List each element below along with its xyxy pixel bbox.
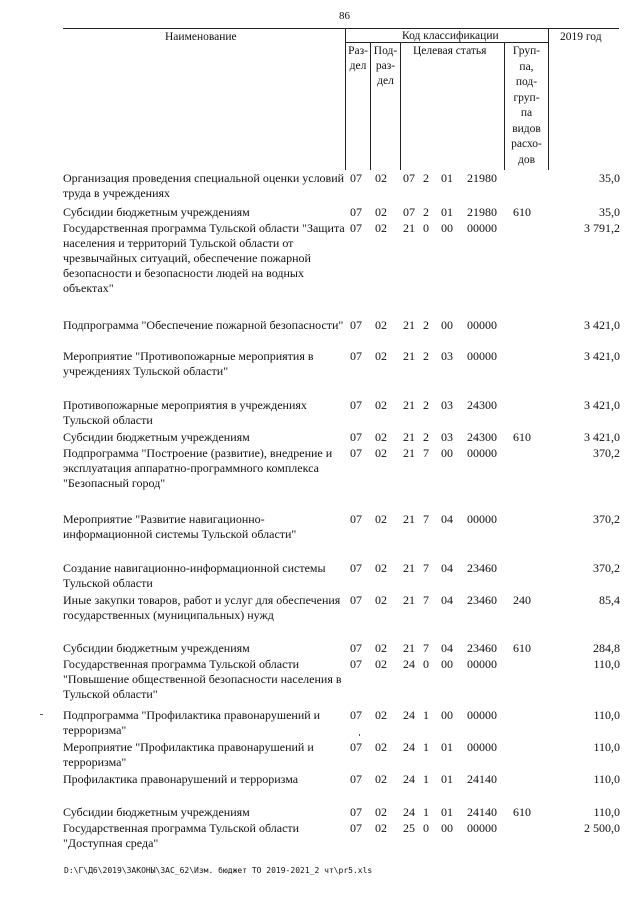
margin-mark (359, 734, 360, 736)
row-name: Мероприятие "Профилактика правонарушений и терроризма" (63, 740, 314, 769)
subsection-code: 02 (375, 430, 387, 444)
section-code: 07 (350, 772, 362, 786)
program-code: 21 (403, 430, 415, 444)
subsection-code: 02 (375, 349, 387, 363)
subprogram-code: 2 (423, 430, 429, 444)
row-name: Мероприятие "Противопожарные мероприятия в учреждениях Тульской области" (63, 349, 314, 378)
row-name: Организация проведения специальной оценки условий труда в учреждениях (63, 171, 345, 200)
header-col-border-group (548, 28, 549, 170)
amount-2019: 3 791,2 (584, 221, 620, 235)
program-code: 07 (403, 205, 415, 219)
row-name: Субсидии бюджетным учреждениям (63, 430, 250, 444)
row-name: Подпрограмма "Построение (развитие), внедрение и эксплуатация аппаратно-программного комплекса "Безопасный город" (63, 446, 333, 490)
header-classification: Код классификации (402, 30, 499, 42)
subsection-code: 02 (375, 512, 387, 526)
section-code: 07 (350, 805, 362, 819)
amount-2019: 35,0 (599, 205, 620, 219)
section-code: 07 (350, 318, 362, 332)
amount-2019: 2 500,0 (584, 821, 620, 835)
direction-code: 24140 (467, 805, 497, 819)
direction-code: 00000 (467, 708, 497, 722)
program-code: 21 (403, 561, 415, 575)
subsection-code: 02 (375, 446, 387, 460)
subprogram-code: 2 (423, 398, 429, 412)
section-code: 07 (350, 446, 362, 460)
section-code: 07 (350, 821, 362, 835)
row-name: Субсидии бюджетным учреждениям (63, 641, 250, 655)
program-code: 21 (403, 221, 415, 235)
subprogram-code: 2 (423, 171, 429, 185)
program-code: 07 (403, 171, 415, 185)
measure-code: 04 (441, 593, 453, 607)
program-code: 25 (403, 821, 415, 835)
subprogram-code: 0 (423, 821, 429, 835)
amount-2019: 3 421,0 (584, 430, 620, 444)
direction-code: 00000 (467, 740, 497, 754)
margin-mark (40, 714, 43, 715)
measure-code: 03 (441, 430, 453, 444)
section-code: 07 (350, 593, 362, 607)
section-code: 07 (350, 349, 362, 363)
section-code: 07 (350, 398, 362, 412)
section-code: 07 (350, 657, 362, 671)
row-name: Государственная программа Тульской области "Повышение общественной безопасности населения в Тульской области" (63, 657, 342, 701)
subprogram-code: 7 (423, 446, 429, 460)
measure-code: 01 (441, 205, 453, 219)
subsection-code: 02 (375, 821, 387, 835)
subsection-code: 02 (375, 740, 387, 754)
measure-code: 01 (441, 805, 453, 819)
measure-code: 01 (441, 740, 453, 754)
amount-2019: 3 421,0 (584, 398, 620, 412)
program-code: 21 (403, 349, 415, 363)
row-name: Субсидии бюджетным учреждениям (63, 205, 250, 219)
section-code: 07 (350, 430, 362, 444)
subprogram-code: 0 (423, 657, 429, 671)
section-code: 07 (350, 205, 362, 219)
subsection-code: 02 (375, 171, 387, 185)
measure-code: 04 (441, 641, 453, 655)
measure-code: 00 (441, 657, 453, 671)
page-number: 86 (339, 10, 350, 22)
measure-code: 01 (441, 772, 453, 786)
expense-group-code: 610 (513, 641, 531, 655)
direction-code: 00000 (467, 318, 497, 332)
amount-2019: 370,2 (593, 512, 620, 526)
direction-code: 21980 (467, 205, 497, 219)
program-code: 21 (403, 398, 415, 412)
row-name: Государственная программа Тульской области "Доступная среда" (63, 821, 300, 850)
header-col-border-subsection (400, 42, 401, 170)
measure-code: 00 (441, 221, 453, 235)
expense-group-code: 610 (513, 430, 531, 444)
amount-2019: 110,0 (593, 772, 620, 786)
subprogram-code: 7 (423, 512, 429, 526)
direction-code: 24300 (467, 430, 497, 444)
subprogram-code: 2 (423, 349, 429, 363)
subprogram-code: 0 (423, 221, 429, 235)
amount-2019: 35,0 (599, 171, 620, 185)
row-name: Субсидии бюджетным учреждениям (63, 805, 250, 819)
program-code: 21 (403, 512, 415, 526)
program-code: 21 (403, 641, 415, 655)
program-code: 24 (403, 772, 415, 786)
file-path-footer: D:\Г\Д6\2019\ЗАКОНЫ\ЗАС_62\Изм. бюджет ТО 2019-2021_2 чт\pr5.xls (64, 866, 373, 875)
subsection-code: 02 (375, 221, 387, 235)
row-name: Мероприятие "Развитие навигационно-информационной системы Тульской области" (63, 512, 297, 541)
subprogram-code: 1 (423, 772, 429, 786)
direction-code: 21980 (467, 171, 497, 185)
measure-code: 03 (441, 398, 453, 412)
measure-code: 00 (441, 318, 453, 332)
row-name: Создание навигационно-информационной системы Тульской области (63, 561, 326, 590)
measure-code: 04 (441, 561, 453, 575)
direction-code: 23460 (467, 593, 497, 607)
subprogram-code: 1 (423, 708, 429, 722)
header-year: 2019 год (560, 31, 602, 43)
header-top-border (63, 28, 619, 29)
subsection-code: 02 (375, 708, 387, 722)
header-subsection: Под- раз- дел (373, 45, 398, 87)
section-code: 07 (350, 171, 362, 185)
section-code: 07 (350, 512, 362, 526)
subprogram-code: 1 (423, 805, 429, 819)
row-name: Противопожарные мероприятия в учреждениях Тульской области (63, 398, 307, 427)
expense-group-code: 240 (513, 593, 531, 607)
measure-code: 00 (441, 708, 453, 722)
subsection-code: 02 (375, 561, 387, 575)
subprogram-code: 7 (423, 561, 429, 575)
header-section: Раз- дел (348, 45, 368, 72)
header-name: Наименование (165, 31, 237, 43)
amount-2019: 3 421,0 (584, 318, 620, 332)
program-code: 21 (403, 318, 415, 332)
subsection-code: 02 (375, 318, 387, 332)
section-code: 07 (350, 708, 362, 722)
expense-group-code: 610 (513, 205, 531, 219)
expense-group-code: 610 (513, 805, 531, 819)
subprogram-code: 2 (423, 318, 429, 332)
amount-2019: 110,0 (593, 805, 620, 819)
amount-2019: 284,8 (593, 641, 620, 655)
row-name: Профилактика правонарушений и терроризма (63, 772, 299, 786)
direction-code: 00000 (467, 446, 497, 460)
row-name: Подпрограмма "Обеспечение пожарной безопасности" (63, 318, 344, 332)
subprogram-code: 1 (423, 740, 429, 754)
subsection-code: 02 (375, 657, 387, 671)
amount-2019: 370,2 (593, 561, 620, 575)
amount-2019: 110,0 (593, 657, 620, 671)
program-code: 24 (403, 740, 415, 754)
program-code: 24 (403, 708, 415, 722)
row-name: Иные закупки товаров, работ и услуг для обеспечения государственных (муниципальных) нужд (63, 593, 341, 622)
section-code: 07 (350, 740, 362, 754)
direction-code: 23460 (467, 641, 497, 655)
measure-code: 00 (441, 446, 453, 460)
section-code: 07 (350, 641, 362, 655)
subsection-code: 02 (375, 593, 387, 607)
row-name: Подпрограмма "Профилактика правонарушений и терроризма" (63, 708, 321, 737)
section-code: 07 (350, 561, 362, 575)
direction-code: 00000 (467, 221, 497, 235)
amount-2019: 85,4 (599, 593, 620, 607)
subsection-code: 02 (375, 205, 387, 219)
amount-2019: 110,0 (593, 740, 620, 754)
measure-code: 00 (441, 821, 453, 835)
program-code: 24 (403, 657, 415, 671)
direction-code: 00000 (467, 821, 497, 835)
amount-2019: 3 421,0 (584, 349, 620, 363)
program-code: 24 (403, 805, 415, 819)
subsection-code: 02 (375, 805, 387, 819)
measure-code: 04 (441, 512, 453, 526)
direction-code: 00000 (467, 512, 497, 526)
program-code: 21 (403, 446, 415, 460)
amount-2019: 370,2 (593, 446, 620, 460)
subprogram-code: 7 (423, 641, 429, 655)
subsection-code: 02 (375, 641, 387, 655)
direction-code: 00000 (467, 657, 497, 671)
subprogram-code: 7 (423, 593, 429, 607)
direction-code: 00000 (467, 349, 497, 363)
measure-code: 03 (441, 349, 453, 363)
header-target-article: Целевая статья (413, 45, 487, 57)
program-code: 21 (403, 593, 415, 607)
header-group: Груп- па, под- груп- па видов расхо- дов (511, 45, 542, 166)
subprogram-code: 2 (423, 205, 429, 219)
measure-code: 01 (441, 171, 453, 185)
direction-code: 24300 (467, 398, 497, 412)
row-name: Государственная программа Тульской области "Защита населения и территорий Тульской области от чрезвычайных ситуаций, обеспечение пожарной безопасности и безопасности людей на водных объектах" (63, 221, 345, 295)
direction-code: 23460 (467, 561, 497, 575)
section-code: 07 (350, 221, 362, 235)
direction-code: 24140 (467, 772, 497, 786)
subsection-code: 02 (375, 398, 387, 412)
amount-2019: 110,0 (593, 708, 620, 722)
subsection-code: 02 (375, 772, 387, 786)
